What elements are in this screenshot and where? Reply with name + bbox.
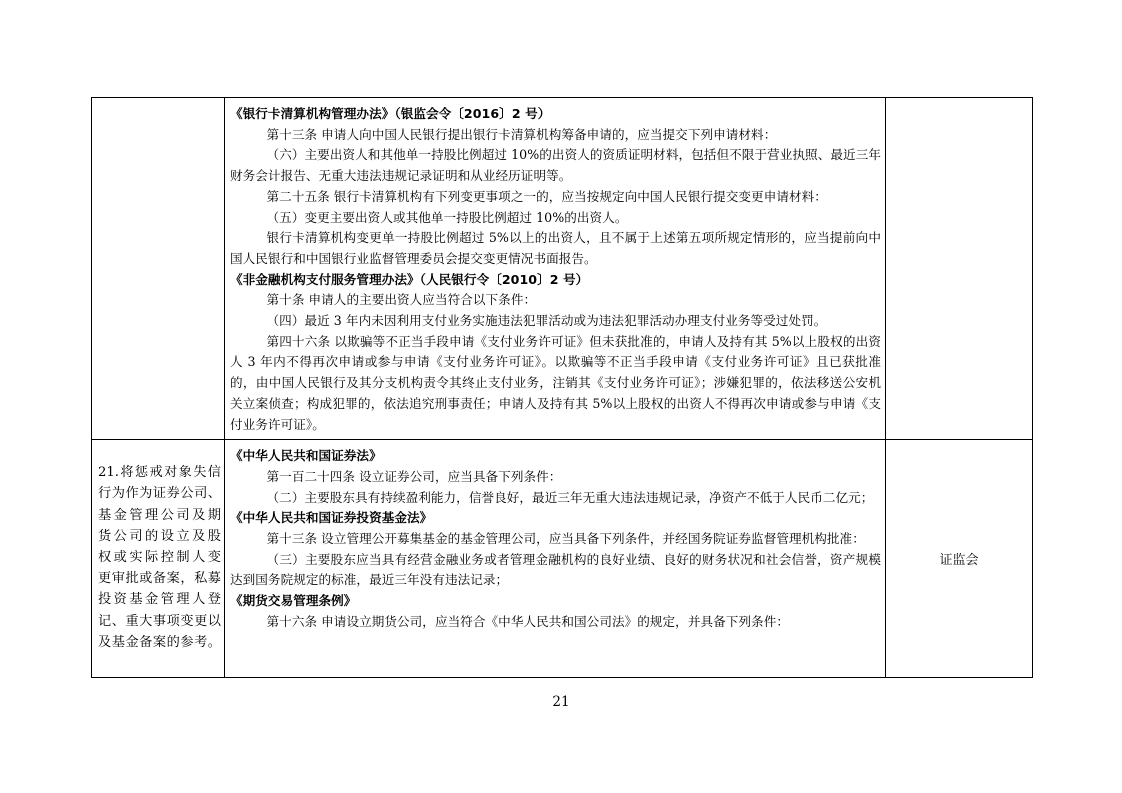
measure-text-line: 投资基金管理人登	[98, 592, 221, 608]
law-article-paragraph: （五）变更主要出资人或其他单一持股比例超过 10%的出资人。	[266, 209, 628, 225]
law-article-paragraph: 银行卡清算机构变更单一持股比例超过 5%以上的出资人，且不属于上述第五项所规定情形的，应当提前向中国人民银行和中国银行业监督管理委员会提交变更情况书面报告。	[230, 230, 881, 266]
measure-text-line: 基金管理公司及期	[98, 507, 221, 523]
measure-text-line: 21.将惩戒对象失信	[98, 465, 221, 481]
measure-text-line: 货公司的设立及股	[98, 528, 221, 544]
measure-cell	[92, 440, 225, 678]
law-article-paragraph: 第二十五条 银行卡清算机构有下列变更事项之一的，应当按规定向中国人民银行提交变更申请材料：	[266, 188, 827, 204]
law-article-paragraph: 第十三条 申请人向中国人民银行提出银行卡清算机构筹备申请的，应当提交下列申请材料：	[266, 126, 777, 142]
law-article-paragraph: （三）主要股东应当具有经营金融业务或者管理金融机构的良好业绩、良好的财务状况和社会信誉，资产规模达到国务院规定的标准，最近三年没有违法记录；	[230, 551, 881, 588]
agency-cell	[886, 440, 1033, 678]
agency-cell-empty	[886, 98, 1033, 440]
measure-text-line: 及基金备案的参考。	[98, 634, 221, 650]
table-row-2	[92, 440, 1033, 678]
law-title: 《非金融机构支付服务管理办法》（人民银行令〔2010〕2 号）	[230, 271, 589, 287]
document-table	[91, 97, 1033, 678]
measure-text-line: 行为作为证券公司、	[98, 486, 221, 502]
law-basis-cell	[225, 98, 886, 440]
measure-text-line: 更审批或备案，私募	[98, 571, 221, 587]
measure-text-line: 记、重大事项变更以	[98, 613, 221, 629]
measure-text-line: 权或实际控制人变	[98, 550, 221, 566]
law-title: 《银行卡清算机构管理办法》（银监会令〔2016〕2 号）	[230, 106, 551, 121]
law-title: 《中华人民共和国证券投资基金法》	[230, 510, 433, 526]
agency-name: 证监会	[939, 553, 979, 569]
law-article-paragraph: （二）主要股东具有持续盈利能力，信誉良好，最近三年无重大违法违规记录，净资产不低于人民币二亿元；	[266, 489, 874, 505]
law-article-paragraph: 第一百二十四条 设立证券公司，应当具备下列条件：	[266, 468, 562, 484]
law-article-paragraph: （四）最近 3 年内未因利用支付业务实施违法犯罪活动或为违法犯罪活动办理支付业务等受过处罚。	[266, 313, 827, 329]
table-row-1	[92, 98, 1033, 440]
law-basis-cell	[225, 440, 886, 678]
law-title: 《期货交易管理条例》	[230, 593, 357, 609]
measure-cell-empty	[92, 98, 225, 440]
law-article-paragraph: 第十六条 申请设立期货公司，应当符合《中华人民共和国公司法》的规定，并具备下列条件：	[266, 613, 789, 629]
law-article-paragraph: （六）主要出资人和其他单一持股比例超过 10%的出资人的资质证明材料，包括但不限于营业执照、最近三年财务会计报告、无重大违法违规记录证明和从业经历证明等。	[230, 147, 881, 184]
law-article-paragraph: 第十三条 设立管理公开募集基金的基金管理公司，应当具备下列条件，并经国务院证券监督管理机构批准：	[266, 531, 865, 547]
page-number: 21	[552, 694, 570, 710]
law-article-paragraph: 第十条 申请人的主要出资人应当符合以下条件：	[266, 292, 537, 308]
law-article-paragraph: 第四十六条 以欺骗等不正当手段申请《支付业务许可证》但未获批准的，申请人及持有其 5%以上股权的出资人 3 年内不得再次申请或参与申请《支付业务许可证》。以欺骗等不正当手段申请《支付业务许可证》且已获批准的，由中国人民银行及其分支机构责令其终止支付业务，注销其《支付业务许可证》；涉嫌犯罪的，依法移送公安机关立案侦查；构成犯罪的，依法追究刑事责任；申请人及持有其 5%以上股权的出资人不得再次申请或参与申请《支付业务许可证》。	[230, 333, 881, 432]
law-title: 《中华人民共和国证券法》	[230, 448, 382, 464]
